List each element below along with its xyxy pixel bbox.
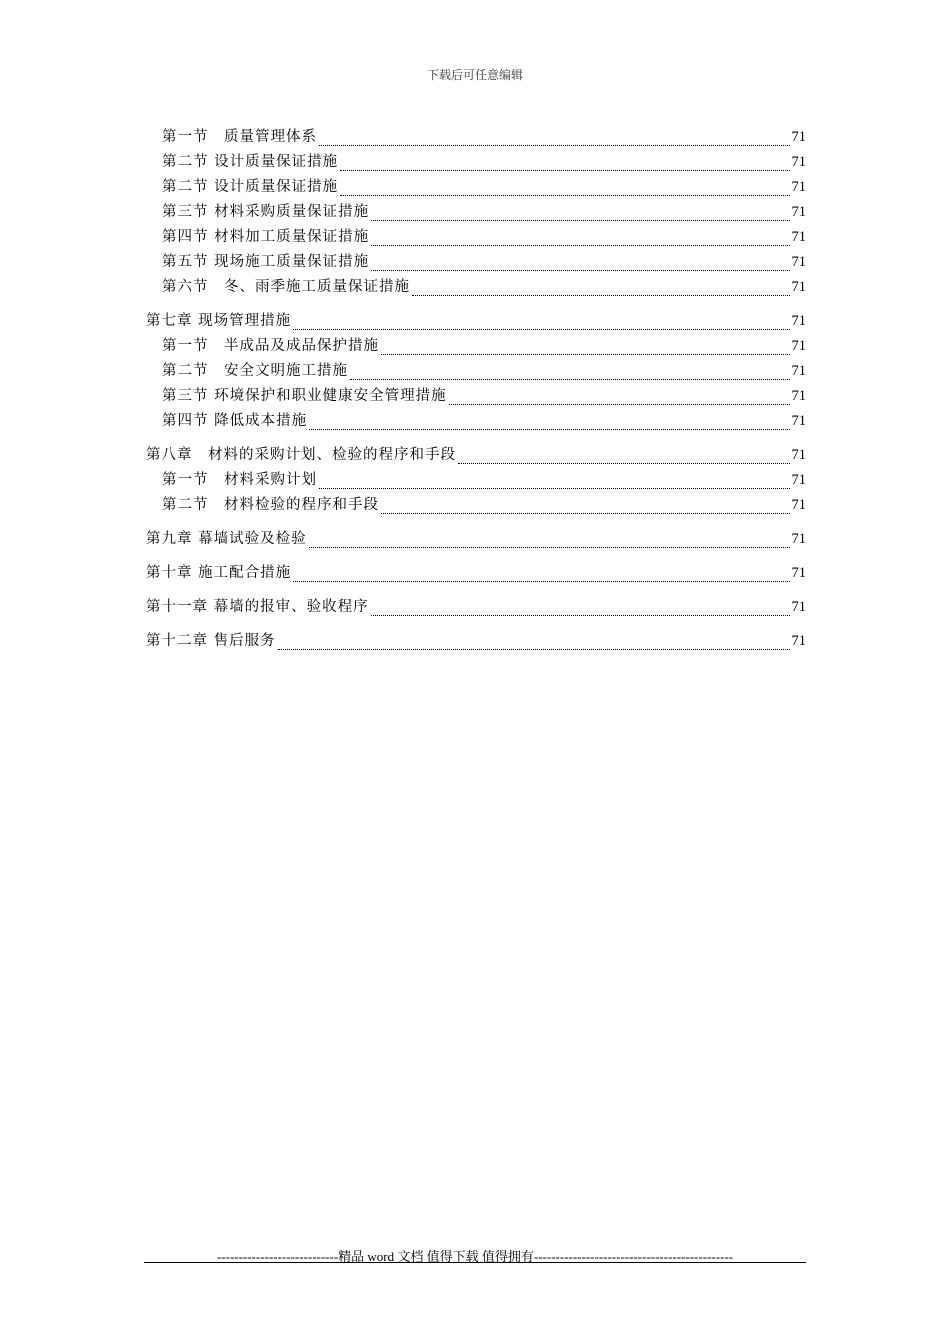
toc-entry-title: 第六节 冬、雨季施工质量保证措施 — [162, 279, 410, 295]
toc-entry-title: 第二节 设计质量保证措施 — [162, 179, 339, 195]
toc-entry-page-number: 71 — [791, 179, 806, 195]
toc-entry-section[interactable] — [146, 276, 806, 301]
toc-entry-page-number: 71 — [791, 531, 806, 547]
toc-entry-page-number: 71 — [791, 338, 806, 354]
toc-entry-title: 第四节 材料加工质量保证措施 — [162, 229, 370, 245]
toc-entry-title: 第九章 幕墙试验及检验 — [146, 531, 307, 547]
toc-entry-section[interactable] — [146, 176, 806, 201]
toc-dot-leader — [412, 294, 790, 296]
toc-entry-title: 第一节 半成品及成品保护措施 — [162, 338, 379, 354]
toc-entry-title: 第一节 材料采购计划 — [162, 472, 317, 488]
toc-dot-leader — [371, 244, 789, 246]
toc-dot-leader — [278, 648, 790, 650]
toc-dot-leader — [381, 512, 790, 514]
toc-entry-chapter[interactable] — [146, 596, 806, 621]
toc-entry-section[interactable] — [146, 251, 806, 276]
toc-dot-leader — [458, 462, 790, 464]
toc-entry-title: 第十二章 售后服务 — [146, 633, 276, 649]
toc-entry-title: 第四节 降低成本措施 — [162, 413, 308, 429]
toc-entry-chapter[interactable] — [146, 444, 806, 469]
toc-entry-page-number: 71 — [791, 388, 806, 404]
toc-dot-leader — [340, 194, 789, 196]
toc-entry-chapter[interactable] — [146, 562, 806, 587]
toc-entry-page-number: 71 — [791, 204, 806, 220]
toc-dot-leader — [371, 219, 789, 221]
toc-entry-title: 第二节 安全文明施工措施 — [162, 363, 348, 379]
toc-entry-section[interactable] — [146, 410, 806, 435]
toc-dot-leader — [293, 328, 789, 330]
toc-entry-page-number: 71 — [791, 279, 806, 295]
toc-entry-page-number: 71 — [791, 447, 806, 463]
toc-entry-page-number: 71 — [791, 129, 806, 145]
toc-entry-title: 第一节 质量管理体系 — [162, 129, 317, 145]
toc-dot-leader — [309, 546, 790, 548]
toc-entry-section[interactable] — [146, 201, 806, 226]
toc-entry-chapter[interactable] — [146, 310, 806, 335]
toc-entry-page-number: 71 — [791, 497, 806, 513]
toc-entry-page-number: 71 — [791, 363, 806, 379]
toc-dot-leader — [371, 614, 790, 616]
toc-entry-title: 第五节 现场施工质量保证措施 — [162, 254, 370, 270]
toc-dot-leader — [319, 487, 790, 489]
toc-entry-page-number: 71 — [791, 472, 806, 488]
toc-dot-leader — [371, 269, 789, 271]
toc-entry-section[interactable] — [146, 469, 806, 494]
toc-entry-title: 第十章 施工配合措施 — [146, 565, 292, 581]
toc-entry-section[interactable] — [146, 126, 806, 151]
toc-entry-page-number: 71 — [791, 565, 806, 581]
toc-entry-chapter[interactable] — [146, 630, 806, 655]
table-of-contents — [146, 126, 806, 655]
toc-entry-title: 第三节 环境保护和职业健康安全管理措施 — [162, 388, 447, 404]
toc-dot-leader — [319, 144, 790, 146]
toc-entry-page-number: 71 — [791, 633, 806, 649]
toc-entry-page-number: 71 — [791, 229, 806, 245]
toc-entry-page-number: 71 — [791, 413, 806, 429]
toc-dot-leader — [350, 378, 790, 380]
toc-dot-leader — [449, 403, 790, 405]
toc-entry-title: 第二节 材料检验的程序和手段 — [162, 497, 379, 513]
toc-entry-title: 第七章 现场管理措施 — [146, 313, 292, 329]
toc-entry-title: 第三节 材料采购质量保证措施 — [162, 204, 370, 220]
toc-entry-page-number: 71 — [791, 154, 806, 170]
toc-dot-leader — [381, 353, 790, 355]
toc-dot-leader — [309, 428, 789, 430]
toc-entry-section[interactable] — [146, 151, 806, 176]
toc-entry-title: 第八章 材料的采购计划、检验的程序和手段 — [146, 447, 456, 463]
toc-entry-chapter[interactable] — [146, 528, 806, 553]
toc-entry-page-number: 71 — [791, 313, 806, 329]
footer-rule — [144, 1262, 806, 1263]
toc-dot-leader — [340, 169, 789, 171]
toc-entry-page-number: 71 — [791, 599, 806, 615]
toc-entry-section[interactable] — [146, 226, 806, 251]
toc-dot-leader — [293, 580, 789, 582]
toc-entry-page-number: 71 — [791, 254, 806, 270]
toc-entry-section[interactable] — [146, 494, 806, 519]
toc-entry-title: 第二节 设计质量保证措施 — [162, 154, 339, 170]
page-footer: ----------------------------精品 word 文档 值得下载 值得拥有---------------------------------------------- — [216, 1249, 734, 1264]
toc-entry-section[interactable] — [146, 385, 806, 410]
toc-entry-title: 第十一章 幕墙的报审、验收程序 — [146, 599, 369, 615]
page-header: 下载后可任意编辑 — [426, 68, 523, 82]
toc-entry-section[interactable] — [146, 360, 806, 385]
toc-entry-section[interactable] — [146, 335, 806, 360]
